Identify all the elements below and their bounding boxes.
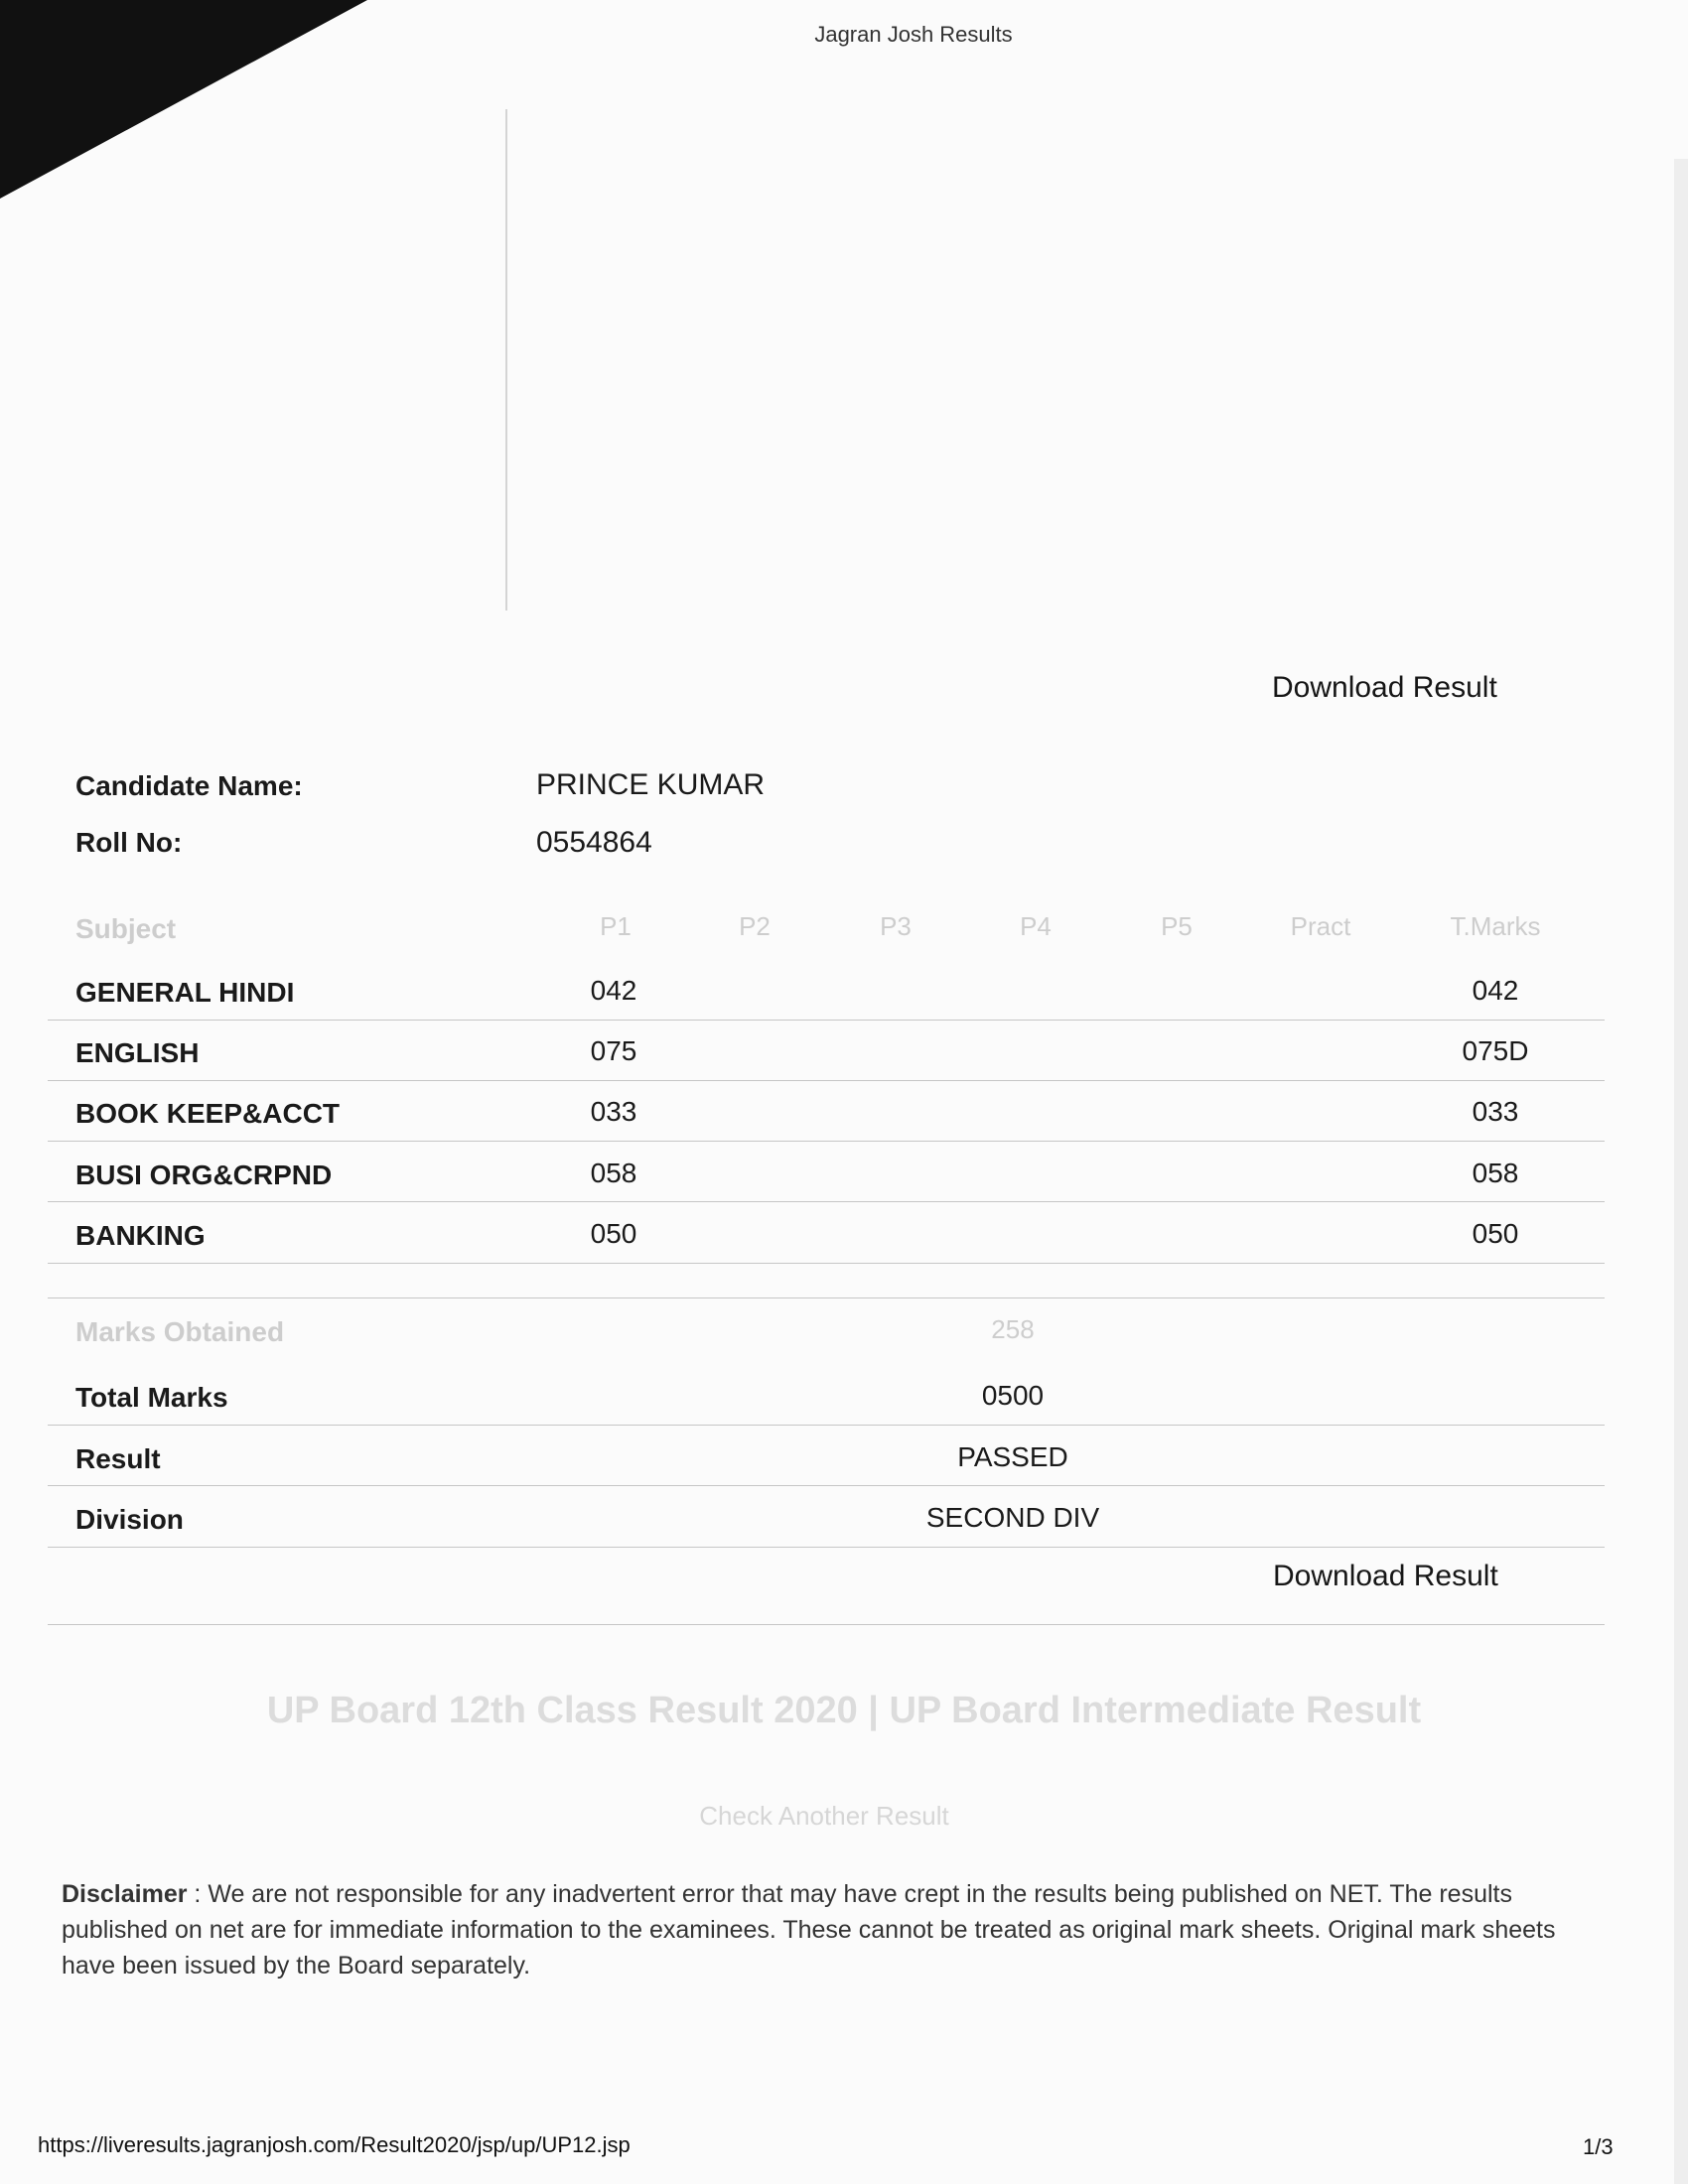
total-marks-value: 0500 [981, 1380, 1045, 1411]
total-marks-label: Total Marks [75, 1382, 228, 1413]
subject-name: BANKING [75, 1220, 206, 1251]
candidate-name-label: Candidate Name: [75, 770, 303, 801]
col-header-p1: P1 [600, 911, 632, 941]
subject-p1: 075 [590, 1035, 637, 1066]
row-divider [48, 1547, 1605, 1548]
section-divider [48, 1297, 1605, 1298]
subject-p1: 050 [590, 1218, 637, 1249]
print-footer-url: https://liveresults.jagranjosh.com/Result2020/jsp/up/UP12.jsp [38, 2132, 631, 2157]
download-result-link-top[interactable]: Download Result [1272, 671, 1497, 704]
row-divider [48, 1141, 1605, 1142]
print-footer-page-number: 1/3 [1583, 2134, 1614, 2159]
col-header-pract: Pract [1290, 911, 1351, 941]
row-divider [48, 1201, 1605, 1202]
division-label: Division [75, 1504, 184, 1535]
roll-no-label: Roll No: [75, 827, 183, 858]
result-value: PASSED [957, 1441, 1068, 1472]
download-result-link-bottom[interactable]: Download Result [1273, 1560, 1498, 1592]
subject-tmarks: 058 [1472, 1158, 1519, 1188]
section-divider [48, 1624, 1605, 1625]
subject-tmarks: 075D [1462, 1035, 1529, 1066]
row-divider [48, 1080, 1605, 1081]
subject-name: BUSI ORG&CRPND [75, 1160, 333, 1190]
result-label: Result [75, 1443, 161, 1474]
row-divider [48, 1485, 1605, 1486]
print-header-title: Jagran Josh Results [814, 22, 1013, 47]
marks-obtained-value: 258 [991, 1314, 1035, 1344]
disclaimer: Disclaimer : We are not responsible for any inadvertent error that may have crept in the results being published on NET. The results published on net are for immediate information to the examinees. These cannot be treated as original mark sheets. Original mark sheets have been issued by the Board separately. [62, 1880, 1556, 1979]
marks-obtained-label: Marks Obtained [75, 1316, 285, 1347]
col-header-p2: P2 [739, 911, 771, 941]
faint-divider [505, 109, 507, 611]
subject-p1: 058 [590, 1158, 637, 1188]
col-header-subject: Subject [75, 913, 177, 944]
result-banner-title: UP Board 12th Class Result 2020 | UP Board Intermediate Result [266, 1690, 1422, 1731]
row-divider [48, 1020, 1605, 1021]
row-divider [48, 1263, 1605, 1264]
subject-tmarks: 033 [1472, 1096, 1519, 1127]
subject-name: GENERAL HINDI [75, 977, 295, 1008]
col-header-p3: P3 [880, 911, 912, 941]
subject-p1: 033 [590, 1096, 637, 1127]
subject-name: BOOK KEEP&ACCT [75, 1098, 341, 1129]
subject-tmarks: 050 [1472, 1218, 1519, 1249]
row-divider [48, 1425, 1605, 1426]
subject-p1: 042 [590, 975, 637, 1006]
col-header-p4: P4 [1020, 911, 1052, 941]
col-header-tmarks: T.Marks [1450, 911, 1541, 941]
subject-tmarks: 042 [1472, 975, 1519, 1006]
col-header-p5: P5 [1161, 911, 1193, 941]
subject-name: ENGLISH [75, 1037, 200, 1068]
disclaimer-label: Disclaimer [62, 1880, 188, 1908]
candidate-name-value: PRINCE KUMAR [536, 768, 766, 801]
roll-no-value: 0554864 [536, 826, 652, 859]
check-another-result-link[interactable]: Check Another Result [699, 1801, 949, 1831]
disclaimer-text: We are not responsible for any inadvertent error that may have crept in the results being published on NET. The results published on net are for immediate information to the examinees. These cannot be treated as original mark sheets. Original mark sheets have been issued by the Board separately. [62, 1880, 1556, 1979]
page-edge-shadow [1674, 159, 1688, 2184]
division-value: SECOND DIV [925, 1502, 1100, 1533]
